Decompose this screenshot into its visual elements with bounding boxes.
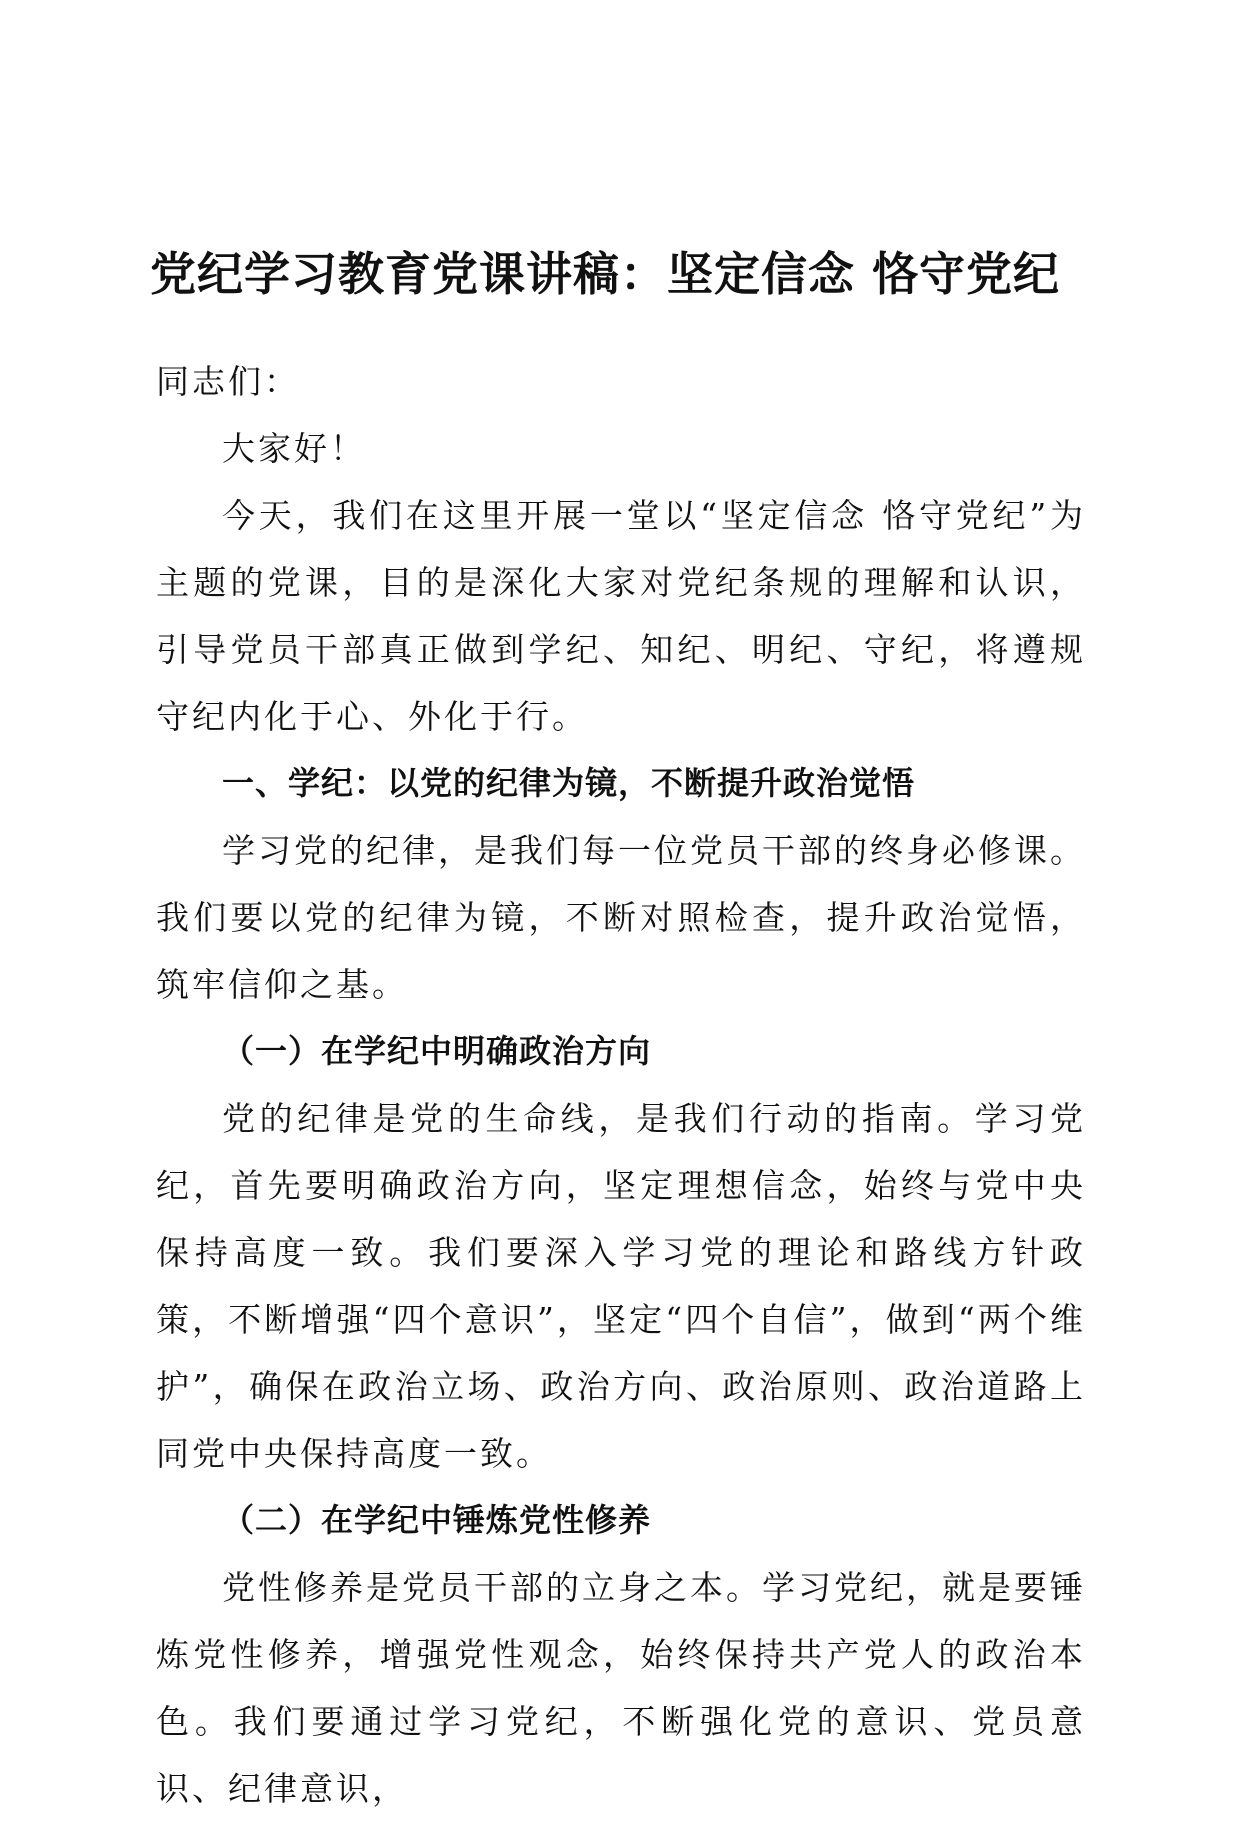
subsection-1-heading: （一）在学纪中明确政治方向 xyxy=(222,1032,652,1070)
subsection-2-heading: （二）在学纪中锤炼党性修养 xyxy=(222,1501,652,1539)
section-1-paragraph: 学习党的纪律，是我们每一位党员干部的终身必修课。我们要以党的纪律为镜，不断对照检查，提升政治觉悟，筑牢信仰之基。 xyxy=(156,831,1086,1004)
subsection-2-paragraph: 党性修养是党员干部的立身之本。学习党纪，就是要锤炼党性修养，增强党性观念，始终保持共产党人的政治本色。我们要通过学习党纪，不断强化党的意识、党员意识、纪律意识， xyxy=(156,1568,1086,1808)
section-1-heading: 一、学纪：以党的纪律为镜，不断提升政治觉悟 xyxy=(222,764,916,802)
subsection-1-paragraph: 党的纪律是党的生命线，是我们行动的指南。学习党纪，首先要明确政治方向，坚定理想信念，始终与党中央保持高度一致。我们要深入学习党的理论和路线方针政策，不断增强“四个意识”，坚定“四个自信”，做到“两个维护”，确保在政治立场、政治方向、政治原则、政治道路上同党中央保持高度一致。 xyxy=(156,1099,1086,1473)
greeting: 大家好！ xyxy=(222,429,366,468)
salutation: 同志们： xyxy=(156,362,300,401)
intro-paragraph: 今天，我们在这里开展一堂以“坚定信念 恪守党纪”为主题的党课，目的是深化大家对党纪条规的理解和认识，引导党员干部真正做到学纪、知纪、明纪、守纪，将遵规守纪内化于心、外化于行。 xyxy=(156,496,1086,736)
document-body xyxy=(156,348,1086,1822)
document-title: 党纪学习教育党课讲稿：坚定信念 恪守党纪 xyxy=(150,247,1061,301)
